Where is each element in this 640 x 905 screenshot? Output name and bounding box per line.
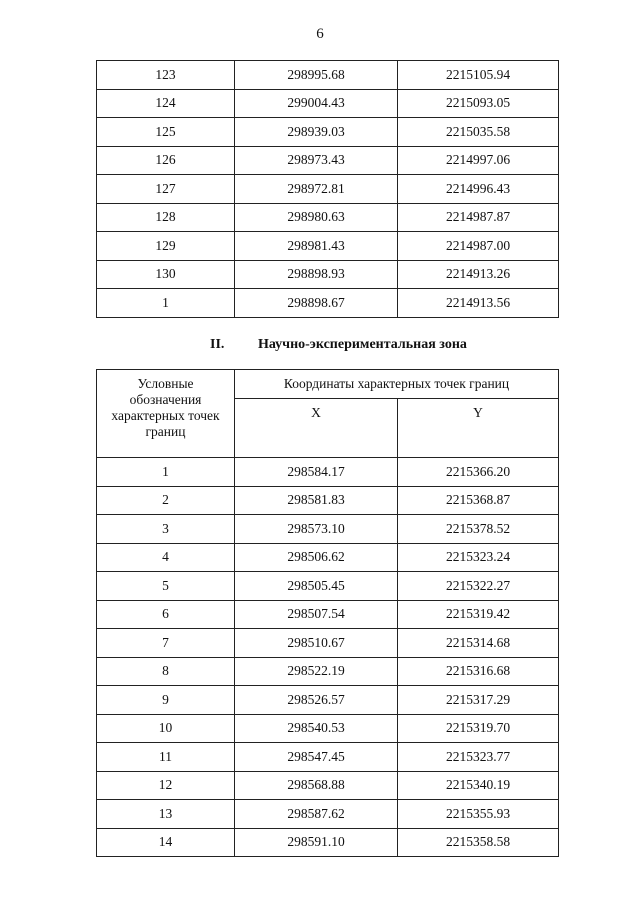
x-coordinate-cell: 298505.45 xyxy=(235,572,398,601)
table-row xyxy=(97,486,559,515)
point-number-cell: 124 xyxy=(97,89,235,118)
x-coordinate-cell: 298995.68 xyxy=(235,61,398,90)
x-coordinate-cell: 298898.67 xyxy=(235,289,398,318)
y-coordinate-cell: 2214987.00 xyxy=(398,232,559,261)
table1-body xyxy=(97,61,559,318)
table-row xyxy=(97,686,559,715)
point-number-cell: 10 xyxy=(97,714,235,743)
x-coordinate-cell: 298972.81 xyxy=(235,175,398,204)
y-coordinate-cell: 2215314.68 xyxy=(398,629,559,658)
table-row xyxy=(97,260,559,289)
point-number-cell: 11 xyxy=(97,743,235,772)
table-row xyxy=(97,61,559,90)
table-row xyxy=(97,629,559,658)
table-row xyxy=(97,118,559,147)
table-row xyxy=(97,146,559,175)
x-coordinate-cell: 298939.03 xyxy=(235,118,398,147)
header-legend-line: характерных точек xyxy=(111,408,220,423)
point-number-cell: 12 xyxy=(97,771,235,800)
point-number-cell: 14 xyxy=(97,828,235,857)
table-row xyxy=(97,828,559,857)
table-row xyxy=(97,771,559,800)
y-coordinate-cell: 2215319.42 xyxy=(398,600,559,629)
header-x: X xyxy=(235,399,398,458)
x-coordinate-cell: 298980.63 xyxy=(235,203,398,232)
header-legend-line: обозначения xyxy=(129,392,202,407)
y-coordinate-cell: 2214997.06 xyxy=(398,146,559,175)
table-row xyxy=(97,458,559,487)
point-number-cell: 9 xyxy=(97,686,235,715)
point-number-cell: 125 xyxy=(97,118,235,147)
y-coordinate-cell: 2215322.27 xyxy=(398,572,559,601)
table-row xyxy=(97,232,559,261)
x-coordinate-cell: 298587.62 xyxy=(235,800,398,829)
table-row xyxy=(97,543,559,572)
point-number-cell: 13 xyxy=(97,800,235,829)
section-title: Научно-экспериментальная зона xyxy=(258,337,467,352)
x-coordinate-cell: 298522.19 xyxy=(235,657,398,686)
table-row xyxy=(97,572,559,601)
table-row xyxy=(97,743,559,772)
x-coordinate-cell: 298510.67 xyxy=(235,629,398,658)
header-legend-line: границ xyxy=(145,424,186,439)
x-coordinate-cell: 299004.43 xyxy=(235,89,398,118)
x-coordinate-cell: 298898.93 xyxy=(235,260,398,289)
point-number-cell: 7 xyxy=(97,629,235,658)
point-number-cell: 129 xyxy=(97,232,235,261)
y-coordinate-cell: 2215319.70 xyxy=(398,714,559,743)
table-row xyxy=(97,89,559,118)
point-number-cell: 4 xyxy=(97,543,235,572)
table-row xyxy=(97,657,559,686)
table-row xyxy=(97,175,559,204)
y-coordinate-cell: 2215035.58 xyxy=(398,118,559,147)
coordinates-table-continued xyxy=(96,60,559,318)
point-number-cell: 5 xyxy=(97,572,235,601)
x-coordinate-cell: 298507.54 xyxy=(235,600,398,629)
y-coordinate-cell: 2215093.05 xyxy=(398,89,559,118)
x-coordinate-cell: 298506.62 xyxy=(235,543,398,572)
x-coordinate-cell: 298981.43 xyxy=(235,232,398,261)
table2-body xyxy=(97,458,559,857)
table-row xyxy=(97,600,559,629)
table-row xyxy=(97,800,559,829)
point-number-cell: 128 xyxy=(97,203,235,232)
y-coordinate-cell: 2214913.56 xyxy=(398,289,559,318)
y-coordinate-cell: 2215366.20 xyxy=(398,458,559,487)
y-coordinate-cell: 2215323.24 xyxy=(398,543,559,572)
point-number-cell: 130 xyxy=(97,260,235,289)
y-coordinate-cell: 2215105.94 xyxy=(398,61,559,90)
y-coordinate-cell: 2215368.87 xyxy=(398,486,559,515)
y-coordinate-cell: 2215358.58 xyxy=(398,828,559,857)
y-coordinate-cell: 2215340.19 xyxy=(398,771,559,800)
header-legend-line: Условные xyxy=(137,376,194,391)
point-number-cell: 123 xyxy=(97,61,235,90)
y-coordinate-cell: 2215317.29 xyxy=(398,686,559,715)
x-coordinate-cell: 298581.83 xyxy=(235,486,398,515)
point-number-cell: 1 xyxy=(97,458,235,487)
x-coordinate-cell: 298573.10 xyxy=(235,515,398,544)
point-number-cell: 1 xyxy=(97,289,235,318)
table-row xyxy=(97,203,559,232)
y-coordinate-cell: 2214987.87 xyxy=(398,203,559,232)
y-coordinate-cell: 2214913.26 xyxy=(398,260,559,289)
y-coordinate-cell: 2215316.68 xyxy=(398,657,559,686)
point-number-cell: 127 xyxy=(97,175,235,204)
point-number-cell: 2 xyxy=(97,486,235,515)
section-number: II. xyxy=(210,337,225,352)
y-coordinate-cell: 2214996.43 xyxy=(398,175,559,204)
x-coordinate-cell: 298526.57 xyxy=(235,686,398,715)
table-row xyxy=(97,515,559,544)
header-y: Y xyxy=(398,399,559,458)
table-row xyxy=(97,714,559,743)
x-coordinate-cell: 298584.17 xyxy=(235,458,398,487)
x-coordinate-cell: 298547.45 xyxy=(235,743,398,772)
x-coordinate-cell: 298591.10 xyxy=(235,828,398,857)
page-number: 6 xyxy=(316,26,324,42)
y-coordinate-cell: 2215355.93 xyxy=(398,800,559,829)
y-coordinate-cell: 2215323.77 xyxy=(398,743,559,772)
x-coordinate-cell: 298540.53 xyxy=(235,714,398,743)
coordinates-table-zone xyxy=(96,369,559,857)
point-number-cell: 6 xyxy=(97,600,235,629)
table-row xyxy=(97,289,559,318)
header-coordinates: Координаты характерных точек границ xyxy=(235,370,559,399)
point-number-cell: 126 xyxy=(97,146,235,175)
x-coordinate-cell: 298568.88 xyxy=(235,771,398,800)
point-number-cell: 8 xyxy=(97,657,235,686)
header-point-legend xyxy=(97,370,235,458)
y-coordinate-cell: 2215378.52 xyxy=(398,515,559,544)
x-coordinate-cell: 298973.43 xyxy=(235,146,398,175)
point-number-cell: 3 xyxy=(97,515,235,544)
